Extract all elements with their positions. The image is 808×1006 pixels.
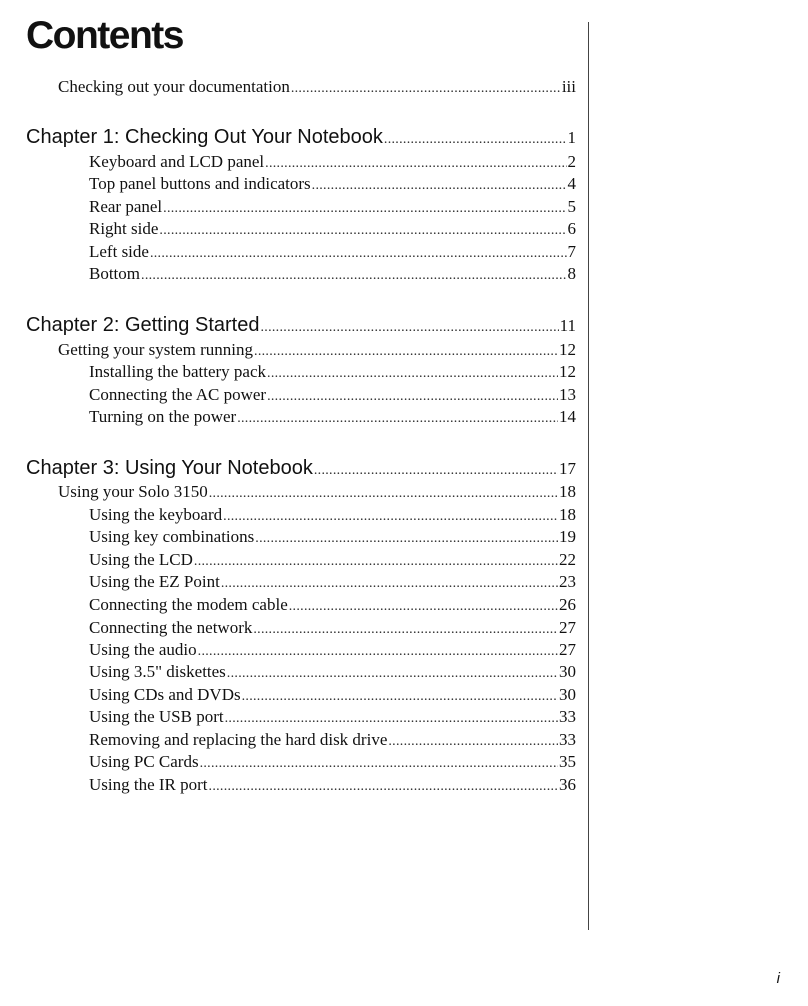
dot-leader [209,776,558,798]
toc-entry-page: 36 [559,775,576,794]
dot-leader [289,596,558,618]
page-number: i [776,970,780,987]
dot-leader [260,315,558,341]
toc-chapter-heading[interactable] [26,455,576,484]
toc-entry-page: 30 [559,685,576,704]
toc-entry-page: 19 [559,527,576,546]
toc-entry-label: Chapter 1: Checking Out Your Notebook [26,126,383,148]
toc-entry-page: 22 [559,550,576,569]
dot-leader [159,220,566,242]
toc-entry-label: Using the audio [89,640,197,659]
toc-entry-label: Top panel buttons and indicators [89,174,311,193]
toc-entry-label: Using PC Cards [89,752,199,771]
toc-entry-page: 33 [559,707,576,726]
toc-entry-page: 11 [559,316,576,335]
dot-leader [141,265,566,287]
dot-leader [198,641,558,663]
toc-entry[interactable] [58,481,576,505]
toc-entry-label: Using the EZ Point [89,572,220,591]
toc-entry[interactable] [89,774,576,798]
toc-entry-page: 18 [559,482,576,501]
toc-entry[interactable] [89,571,576,595]
toc-chapter-heading[interactable] [26,124,576,153]
toc-entry[interactable] [89,384,576,408]
toc-entry-label: Chapter 2: Getting Started [26,314,260,336]
toc-entry-page: 12 [559,340,576,359]
dot-leader [237,408,558,430]
toc-entry-page: 8 [567,264,576,283]
toc-entry-label: Using the USB port [89,707,224,726]
toc-entry[interactable] [89,594,576,618]
dot-leader [384,127,567,153]
dot-leader [209,483,558,505]
toc-entry-page: 2 [567,152,576,171]
toc-entry-label: Turning on the power [89,407,237,426]
toc-entry-page: 5 [567,197,576,216]
dot-leader [253,619,558,641]
toc-entry-page: 23 [559,572,576,591]
dot-leader [267,386,558,408]
dot-leader [312,175,567,197]
toc-entry-page: iii [561,77,576,96]
toc-entry[interactable] [89,263,576,287]
dot-leader [227,663,558,685]
toc-entry-label: Getting your system running [58,340,254,359]
dot-leader [163,198,566,220]
toc-entry[interactable] [89,684,576,708]
toc-entry[interactable] [89,661,576,685]
toc-entry-page: 27 [559,618,576,637]
toc-entry[interactable] [89,361,576,385]
dot-leader [194,551,558,573]
toc-entry-label: Checking out your documentation [58,77,290,96]
toc-entry[interactable] [89,706,576,730]
dot-leader [291,78,561,100]
toc-entry[interactable] [89,526,576,550]
toc-entry-label: Right side [89,219,159,238]
dot-leader [254,341,558,363]
dot-leader [267,363,558,385]
toc-entry-page: 35 [559,752,576,771]
toc-entry-label: Connecting the modem cable [89,595,288,614]
toc-entry-page: 14 [559,407,576,426]
toc-entry[interactable] [89,406,576,430]
toc-entry[interactable] [89,173,576,197]
toc-entry-page: 17 [559,459,576,478]
toc-entry[interactable] [89,241,576,265]
page-title: Contents [26,14,183,57]
toc-entry-page: 30 [559,662,576,681]
toc-entry-page: 6 [567,219,576,238]
toc-entry-label: Bottom [89,264,141,283]
toc-entry-page: 26 [559,595,576,614]
toc-entry-label: Removing and replacing the hard disk drive [89,730,388,749]
toc-entry[interactable] [89,218,576,242]
toc-entry-label: Chapter 3: Using Your Notebook [26,457,313,479]
toc-entry[interactable] [89,639,576,663]
dot-leader [150,243,567,265]
toc-entry-label: Using the LCD [89,550,193,569]
dot-leader [221,573,558,595]
toc-entry[interactable] [89,196,576,220]
toc-entry-page: 18 [559,505,576,524]
toc-entry-label: Connecting the AC power [89,385,267,404]
toc-entry-label: Installing the battery pack [89,362,267,381]
dot-leader [265,153,566,175]
toc-entry-label: Using the IR port [89,775,208,794]
dot-leader [388,731,558,753]
toc-entry[interactable] [89,504,576,528]
toc-entry-page: 7 [567,242,576,261]
dot-leader [223,506,558,528]
toc-entry-label: Using the keyboard [89,505,223,524]
toc-entry-label: Using key combinations [89,527,255,546]
toc-entry-label: Connecting the network [89,618,253,637]
toc-entry-label: Using 3.5" diskettes [89,662,226,681]
toc-entry-page: 27 [559,640,576,659]
toc-entry[interactable] [89,729,576,753]
toc-entry-label: Left side [89,242,149,261]
dot-leader [225,708,558,730]
toc-entry-page: 1 [567,128,576,147]
toc-entry-label: Rear panel [89,197,163,216]
toc-entry[interactable] [58,76,576,100]
toc-entry-page: 4 [567,174,576,193]
toc-entry[interactable] [89,617,576,641]
toc-entry-page: 33 [559,730,576,749]
dot-leader [242,686,558,708]
toc-entry[interactable] [89,751,576,775]
toc-entry-label: Using your Solo 3150 [58,482,208,501]
toc-entry-page: 12 [559,362,576,381]
toc-entry[interactable] [58,339,576,363]
toc-entry-page: 13 [559,385,576,404]
toc-chapter-heading[interactable] [26,312,576,341]
dot-leader [255,528,558,550]
toc-entry[interactable] [89,549,576,573]
toc-entry-label: Keyboard and LCD panel [89,152,265,171]
toc-entry[interactable] [89,151,576,175]
dot-leader [200,753,558,775]
toc-entry-label: Using CDs and DVDs [89,685,241,704]
